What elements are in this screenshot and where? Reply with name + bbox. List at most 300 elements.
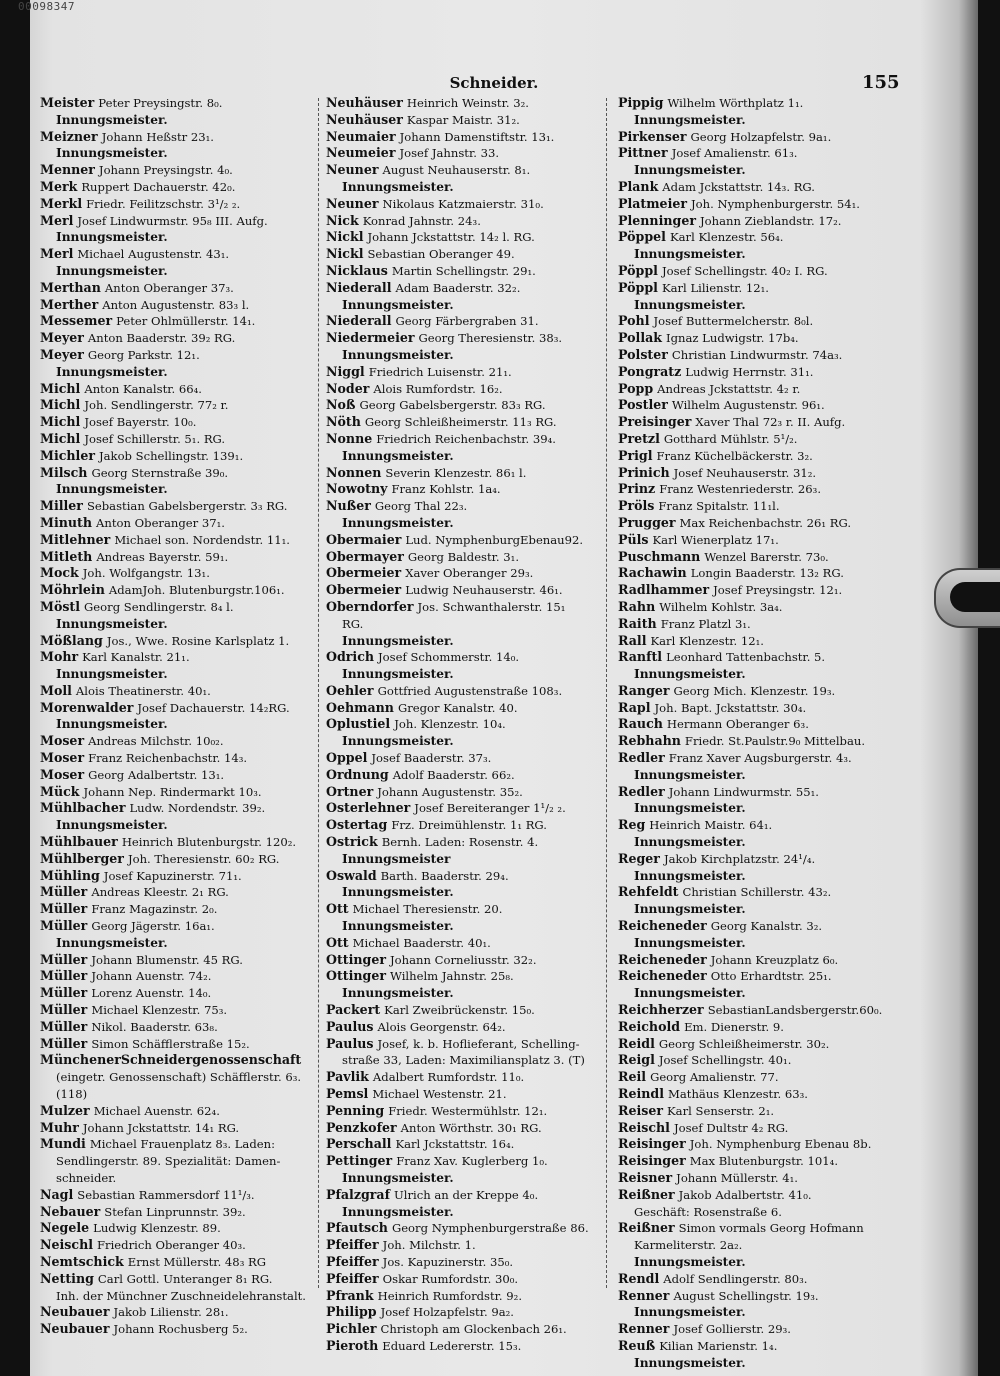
entry-details: Josef Jahnstr. 33. [399, 146, 500, 161]
directory-entry [618, 633, 914, 650]
entry-surname: Mohr [40, 649, 79, 665]
guild-master-note: Innungsmeister. [634, 1355, 746, 1370]
directory-entry [618, 700, 914, 717]
entry-surname: Müller [40, 901, 88, 917]
entry-surname: Pittner [618, 145, 668, 161]
directory-entry [40, 1120, 338, 1137]
entry-surname: Rauch [618, 716, 663, 732]
directory-entry [40, 565, 338, 582]
directory-entry [326, 1036, 622, 1053]
entry-details: Oskar Rumfordstr. 30₀. [382, 1271, 519, 1286]
directory-entry [618, 313, 914, 330]
entry-surname: Odrich [326, 649, 375, 665]
directory-entry [326, 817, 622, 834]
entry-details: Franz Xaver Augsburgerstr. 4₃. [668, 751, 852, 766]
directory-entry [40, 582, 338, 599]
entry-details: Ludwig Neuhauserstr. 46₁. [405, 583, 563, 598]
entry-continuation: Karmeliterstr. 2a₂. [634, 1238, 743, 1253]
directory-entry [40, 532, 338, 549]
directory-entry [40, 1220, 338, 1237]
directory-entry [618, 515, 914, 532]
entry-surname: Mühling [40, 867, 100, 883]
entry-surname: Michl [40, 397, 81, 413]
entry-details: Franz Küchelbäckerstr. 3₂. [656, 448, 813, 463]
entry-details: Michael Auenstr. 62₄. [93, 1103, 220, 1118]
directory-entry [618, 280, 914, 297]
entry-details: Franz Reichenbachstr. 14₃. [88, 751, 248, 766]
directory-entry [40, 952, 338, 969]
entry-surname: Reindl [618, 1086, 665, 1102]
directory-entry [618, 465, 914, 482]
directory-entry [40, 1187, 338, 1204]
entry-details: Michael son. Nordendstr. 11₁. [114, 532, 290, 547]
entry-details: Friedr. St.Paulstr.9₀ Mittelbau. [684, 734, 866, 749]
entry-details: Gottfried Augustenstraße 108₃. [377, 683, 563, 698]
directory-entry [326, 784, 622, 801]
directory-entry [618, 213, 914, 230]
entry-details: Johann Jckstattstr. 14₂ l. RG. [367, 230, 535, 245]
entry-details: Otto Erhardtstr. 25₁. [710, 969, 832, 984]
entry-details: Simon vormals Georg Hofmann [678, 1221, 864, 1236]
entry-surname: Prigl [618, 447, 653, 463]
directory-entry [40, 330, 338, 347]
entry-surname: Merther [40, 296, 99, 312]
entry-surname: Preisinger [618, 414, 692, 430]
directory-entry [40, 280, 338, 297]
directory-entry [618, 750, 914, 767]
entry-details: Sebastian Gabelsbergerstr. 3₃ RG. [86, 499, 288, 514]
entry-surname: Reger [618, 850, 660, 866]
entry-details: Joh. Wolfgangstr. 13₁. [82, 566, 210, 581]
entry-details: Xaver Oberanger 29₃. [405, 566, 534, 581]
directory-entry [326, 481, 622, 498]
entry-details: Georg Schleißheimerstr. 30₂. [658, 1036, 830, 1051]
entry-surname: Oppel [326, 750, 368, 766]
directory-entry [618, 851, 914, 868]
entry-surname: Rapl [618, 699, 651, 715]
entry-details: Martin Schellingstr. 29₁. [391, 263, 536, 278]
entry-surname: Penzkofer [326, 1119, 397, 1135]
entry-continuation: Geschäft: Rosenstraße 6. [634, 1204, 782, 1219]
guild-master-note: Innungsmeister. [56, 818, 168, 833]
entry-surname: Pfalzgraf [326, 1186, 391, 1202]
entry-surname: Redler [618, 783, 665, 799]
guild-master-note: Innungsmeister. [342, 347, 454, 362]
entry-details: Friedrich Oberanger 40₃. [97, 1238, 246, 1253]
entry-surname: Reichherzer [618, 1002, 704, 1018]
entry-details: Christian Schillerstr. 43₂. [682, 885, 832, 900]
entry-surname: Pfautsch [326, 1220, 388, 1236]
entry-details: Josef Schellingstr. 40₂ I. RG. [661, 263, 828, 278]
directory-entry [40, 1036, 338, 1053]
directory-entry [618, 1019, 914, 1036]
entry-surname: Raith [618, 615, 657, 631]
entry-details: Adalbert Rumfordstr. 11₀. [372, 1070, 525, 1085]
entry-surname: Niederall [326, 279, 392, 295]
directory-entry [618, 649, 914, 666]
entry-details: Christian Lindwurmstr. 74a₃. [671, 347, 843, 362]
directory-entry [618, 784, 914, 801]
entry-details: Em. Dienerstr. 9. [684, 1019, 784, 1034]
directory-entry [40, 448, 338, 465]
directory-entry [326, 716, 622, 733]
directory-entry [326, 968, 622, 985]
entry-details: Alois Theatinerstr. 40₁. [75, 683, 211, 698]
entry-details: Johann Heßstr 23₁. [101, 129, 214, 144]
directory-entry [40, 599, 338, 616]
entry-details: Karl Lilienstr. 12₁. [661, 280, 769, 295]
directory-column-2 [326, 95, 622, 1355]
guild-master-note: Innungsmeister. [56, 482, 168, 497]
entry-details: Georg Nymphenburgerstraße 86. [391, 1221, 589, 1236]
entry-details: Adolf Baaderstr. 66₂. [392, 767, 515, 782]
entry-surname: Minuth [40, 514, 93, 530]
entry-surname: Oberndorfer [326, 598, 414, 614]
entry-details: Gregor Kanalstr. 40. [397, 700, 518, 715]
entry-surname: Ott [326, 934, 349, 950]
entry-surname: Nonnen [326, 464, 382, 480]
directory-entry [618, 179, 914, 196]
directory-entry [326, 1237, 622, 1254]
entry-surname: Platmeier [618, 195, 688, 211]
entry-surname: Meyer [40, 330, 84, 346]
directory-entry [326, 364, 622, 381]
entry-surname: Pichler [326, 1321, 377, 1337]
entry-details: Josef Buttermelcherstr. 8₀l. [653, 314, 814, 329]
guild-master-note: Innungsmeister. [56, 263, 168, 278]
entry-surname: Reicheneder [618, 968, 707, 984]
directory-entry [326, 1254, 622, 1271]
entry-surname: Pirkenser [618, 128, 687, 144]
guild-master-note: Innungsmeister. [342, 986, 454, 1001]
entry-surname: Müller [40, 918, 88, 934]
entry-details: Georg Gabelsbergerstr. 83₃ RG. [359, 398, 546, 413]
entry-details: Karl Klenzestr. 12₁. [650, 633, 764, 648]
entry-surname: Ordnung [326, 766, 389, 782]
entry-details: Franz Xav. Kuglerberg 1₀. [396, 1154, 548, 1169]
directory-entry [40, 1204, 338, 1221]
entry-details: Karl Kanalstr. 21₁. [82, 650, 190, 665]
entry-surname: Niggl [326, 363, 365, 379]
directory-entry [326, 263, 622, 280]
entry-details: Ludwig Klenzestr. 89. [93, 1221, 221, 1236]
entry-surname: Müller [40, 1002, 88, 1018]
directory-entry [618, 364, 914, 381]
entry-details: Wilhelm Augustenstr. 96₁. [671, 398, 825, 413]
directory-entry [40, 918, 338, 935]
entry-surname: Popp [618, 380, 654, 396]
entry-surname: Merthan [40, 279, 101, 295]
guild-master-note: Innungsmeister. [634, 1254, 746, 1269]
entry-surname: Reg [618, 817, 646, 833]
guild-master-note: Innungsmeister. [342, 633, 454, 648]
guild-master-note: Innungsmeister. [56, 230, 168, 245]
entry-surname: Obermayer [326, 548, 404, 564]
entry-details: Josef Bayerstr. 10₀. [84, 415, 197, 430]
entry-surname: Obermaier [326, 531, 402, 547]
directory-entry [326, 549, 622, 566]
entry-details: Karl Wienerplatz 17₁. [652, 532, 779, 547]
entry-details: Friedrich Reichenbachstr. 39₄. [376, 431, 556, 446]
entry-surname: Mock [40, 565, 79, 581]
directory-entry [40, 834, 338, 851]
entry-details: Leonhard Tattenbachstr. 5. [666, 650, 826, 665]
entry-details: Johann Müllerstr. 4₁. [676, 1171, 798, 1185]
entry-details: Georg Sternstraße 39₀. [91, 465, 229, 480]
directory-entry [326, 952, 622, 969]
entry-details: Bernh. Laden: Rosenstr. 4. [381, 835, 539, 850]
directory-entry [618, 330, 914, 347]
entry-details: Johann Augustenstr. 35₂. [377, 784, 523, 799]
guild-master-note: Innungsmeister. [634, 902, 746, 917]
entry-surname: Ott [326, 901, 349, 917]
entry-surname: Renner [618, 1287, 670, 1303]
entry-details: Karl Jckstattstr. 16₄. [395, 1137, 515, 1152]
entry-surname: Mühlberger [40, 850, 124, 866]
entry-surname: Mulzer [40, 1102, 90, 1118]
entry-surname: Prinich [618, 464, 670, 480]
directory-entry [40, 397, 338, 414]
entry-details: Johann Zieblandstr. 17₂. [699, 213, 842, 228]
entry-surname: Paulus [326, 1018, 374, 1034]
directory-entry [618, 1153, 914, 1170]
entry-surname: Plenninger [618, 212, 696, 228]
entry-surname: Redler [618, 750, 665, 766]
entry-surname: Pöppl [618, 279, 658, 295]
entry-details: Wilhelm Kohlstr. 3a₄. [659, 599, 783, 614]
directory-entry [40, 985, 338, 1002]
directory-entry [618, 1136, 914, 1153]
entry-surname: Rachawin [618, 565, 687, 581]
directory-entry [618, 481, 914, 498]
directory-entry [40, 767, 338, 784]
directory-entry [326, 1220, 622, 1237]
directory-entry [326, 532, 622, 549]
directory-entry [326, 431, 622, 448]
directory-entry [40, 750, 338, 767]
entry-surname: Radlhammer [618, 582, 710, 598]
entry-surname: Penning [326, 1102, 385, 1118]
directory-entry [618, 229, 914, 246]
entry-surname: Moser [40, 733, 85, 749]
entry-details: Wilhelm Wörthplatz 1₁. [667, 96, 804, 110]
entry-details: Heinrich Weinstr. 3₂. [406, 96, 529, 110]
entry-surname: Neuner [326, 195, 379, 211]
entry-surname: Mitleth [40, 548, 93, 564]
guild-master-note: Innungsmeister. [56, 616, 168, 631]
directory-entry [326, 1304, 622, 1321]
entry-details: Johann Kreuzplatz 6₀. [710, 952, 839, 967]
entry-details: Jakob Adalbertstr. 41₀. [678, 1187, 812, 1202]
entry-surname: Rebhahn [618, 733, 681, 749]
entry-details: Jos., Wwe. Rosine Karlsplatz 1. [106, 633, 290, 648]
entry-details: Christoph am Glockenbach 26₁. [380, 1322, 567, 1337]
entry-surname: Merl [40, 246, 74, 262]
directory-entry [40, 700, 338, 717]
page-number: 155 [862, 72, 900, 93]
entry-surname: Pöppl [618, 262, 658, 278]
entry-details: Josef Holzapfelstr. 9a₂. [380, 1305, 514, 1320]
directory-entry [40, 1002, 338, 1019]
entry-continuation: straße 33, Laden: Maximiliansplatz 3. (T) [342, 1053, 585, 1068]
directory-entry [326, 1288, 622, 1305]
directory-entry [326, 767, 622, 784]
directory-entry [40, 784, 338, 801]
entry-surname: Reigl [618, 1052, 655, 1068]
directory-entry [618, 817, 914, 834]
entry-details: Michael Theresienstr. 20. [352, 902, 503, 917]
entry-surname: Reiser [618, 1102, 664, 1118]
directory-entry [326, 935, 622, 952]
directory-entry [618, 145, 914, 162]
entry-surname: Pfrank [326, 1287, 374, 1303]
entry-surname: Nußer [326, 498, 371, 514]
entry-details: Barth. Baaderstr. 29₄. [380, 868, 509, 883]
entry-details: Heinrich Rumfordstr. 9₂. [377, 1288, 523, 1303]
entry-surname: Pfeiffer [326, 1253, 379, 1269]
directory-entry [618, 549, 914, 566]
entry-details: Carl Gottl. Unteranger 8₁ RG. [97, 1271, 273, 1286]
directory-entry [40, 968, 338, 985]
entry-details: Anton Wörthstr. 30₁ RG. [400, 1120, 542, 1135]
entry-surname: Rehfeldt [618, 884, 679, 900]
directory-entry [618, 1271, 914, 1288]
directory-entry [326, 599, 622, 616]
entry-surname: Neumeier [326, 145, 396, 161]
guild-master-note: Innungsmeister. [342, 919, 454, 934]
entry-details: Sebastian Rammersdorf 11¹/₃. [77, 1187, 255, 1202]
entry-surname: Neubauer [40, 1304, 110, 1320]
directory-entry [40, 649, 338, 666]
directory-entry [326, 465, 622, 482]
entry-surname: Pröls [618, 498, 655, 514]
directory-entry [326, 498, 622, 515]
entry-surname: Michl [40, 430, 81, 446]
directory-entry [40, 1254, 338, 1271]
entry-surname: Ottinger [326, 968, 386, 984]
entry-surname: Reischl [618, 1119, 670, 1135]
entry-details: Hermann Oberanger 6₃. [666, 717, 809, 732]
entry-surname: Reißner [618, 1186, 675, 1202]
entry-surname: Meyer [40, 346, 84, 362]
directory-entry [618, 884, 914, 901]
entry-details: Johann Damenstiftstr. 13₁. [399, 129, 555, 144]
entry-details: Alois Georgenstr. 64₂. [377, 1019, 506, 1034]
entry-surname: Nickl [326, 229, 364, 245]
entry-details: Georg Kanalstr. 3₂. [710, 919, 823, 934]
entry-surname: Reil [618, 1069, 647, 1085]
entry-details: SebastianLandsbergerstr.60₀. [707, 1003, 883, 1018]
entry-surname: Oehler [326, 682, 374, 698]
directory-entry [40, 498, 338, 515]
directory-entry [326, 1153, 622, 1170]
guild-master-note: Innungsmeister. [634, 767, 746, 782]
entry-details: Jakob Schellingstr. 139₁. [98, 448, 244, 463]
directory-entry [326, 280, 622, 297]
entry-surname: Neuhäuser [326, 111, 403, 127]
entry-details: Anton Kanalstr. 66₄. [84, 381, 202, 396]
directory-entry [326, 196, 622, 213]
directory-entry [618, 582, 914, 599]
directory-entry [326, 414, 622, 431]
entry-details: Franz Spitalstr. 11₁l. [658, 499, 780, 514]
directory-entry [40, 1271, 338, 1288]
guild-master-note: Innungsmeister. [56, 146, 168, 161]
entry-surname: Milsch [40, 464, 88, 480]
entry-surname: Prugger [618, 514, 676, 530]
entry-surname: Nagl [40, 1186, 74, 1202]
entry-surname: Rall [618, 632, 647, 648]
directory-entry [618, 263, 914, 280]
entry-surname: Mundi [40, 1136, 86, 1152]
directory-entry [618, 683, 914, 700]
directory-entry [326, 1002, 622, 1019]
entry-continuation: Inh. der Münchner Zuschneidelehranstalt. [56, 1288, 306, 1303]
entry-details: Friedr. Westermühlstr. 12₁. [388, 1103, 548, 1118]
directory-entry [40, 179, 338, 196]
entry-surname: Oswald [326, 867, 377, 883]
entry-details: Ernst Müllerstr. 48₃ RG [127, 1254, 267, 1269]
directory-entry [326, 397, 622, 414]
entry-surname: Postler [618, 397, 668, 413]
directory-entry [618, 1321, 914, 1338]
entry-details: Heinrich Blutenburgstr. 120₂. [121, 835, 297, 850]
entry-surname: Neubauer [40, 1321, 110, 1337]
entry-details: Andreas Milchstr. 10₀₂. [88, 734, 224, 749]
directory-entry [326, 1136, 622, 1153]
entry-surname: Paulus [326, 1035, 374, 1051]
directory-entry [618, 95, 914, 112]
directory-entry [40, 431, 338, 448]
entry-details: Lorenz Auenstr. 14₀. [91, 986, 212, 1001]
directory-entry [618, 1103, 914, 1120]
entry-details: Heinrich Maistr. 64₁. [649, 818, 773, 833]
entry-surname: Moser [40, 766, 85, 782]
entry-surname: Nowotny [326, 481, 388, 497]
entry-surname: Oplustiel [326, 716, 391, 732]
directory-entry [40, 381, 338, 398]
entry-surname: Morenwalder [40, 699, 134, 715]
entry-surname: Pfeiffer [326, 1237, 379, 1253]
directory-entry [618, 565, 914, 582]
entry-details: Johann Rochusberg 5₂. [113, 1322, 248, 1337]
guild-master-note: Innungsmeister. [634, 112, 746, 127]
entry-surname: Neischl [40, 1237, 94, 1253]
guild-master-note: Innungsmeister. [56, 112, 168, 127]
guild-master-note: Innungsmeister. [634, 868, 746, 883]
directory-entry [618, 196, 914, 213]
directory-entry [326, 649, 622, 666]
directory-entry [618, 1187, 914, 1204]
entry-surname: Merkl [40, 195, 83, 211]
entry-surname: Noder [326, 380, 370, 396]
entry-details: Johann Jckstattstr. 14₁ RG. [82, 1120, 240, 1135]
entry-surname: Niederall [326, 313, 392, 329]
entry-details: Adam Jckstattstr. 14₃. RG. [662, 179, 815, 194]
entry-surname: Rendl [618, 1270, 660, 1286]
directory-entry [326, 750, 622, 767]
entry-details: Wilhelm Jahnstr. 25₈. [390, 969, 514, 984]
entry-surname: Reisinger [618, 1153, 686, 1169]
entry-surname: Mühlbauer [40, 834, 118, 850]
guild-master-note: Innungsmeister. [342, 515, 454, 530]
entry-details: Jakob Kirchplatzstr. 24¹/₄. [663, 851, 816, 866]
entry-surname: Pemsl [326, 1086, 369, 1102]
directory-entry [326, 213, 622, 230]
entry-details: Michael Klenzestr. 75₃. [91, 1003, 228, 1018]
directory-entry [618, 448, 914, 465]
entry-continuation: RG. [342, 616, 364, 631]
